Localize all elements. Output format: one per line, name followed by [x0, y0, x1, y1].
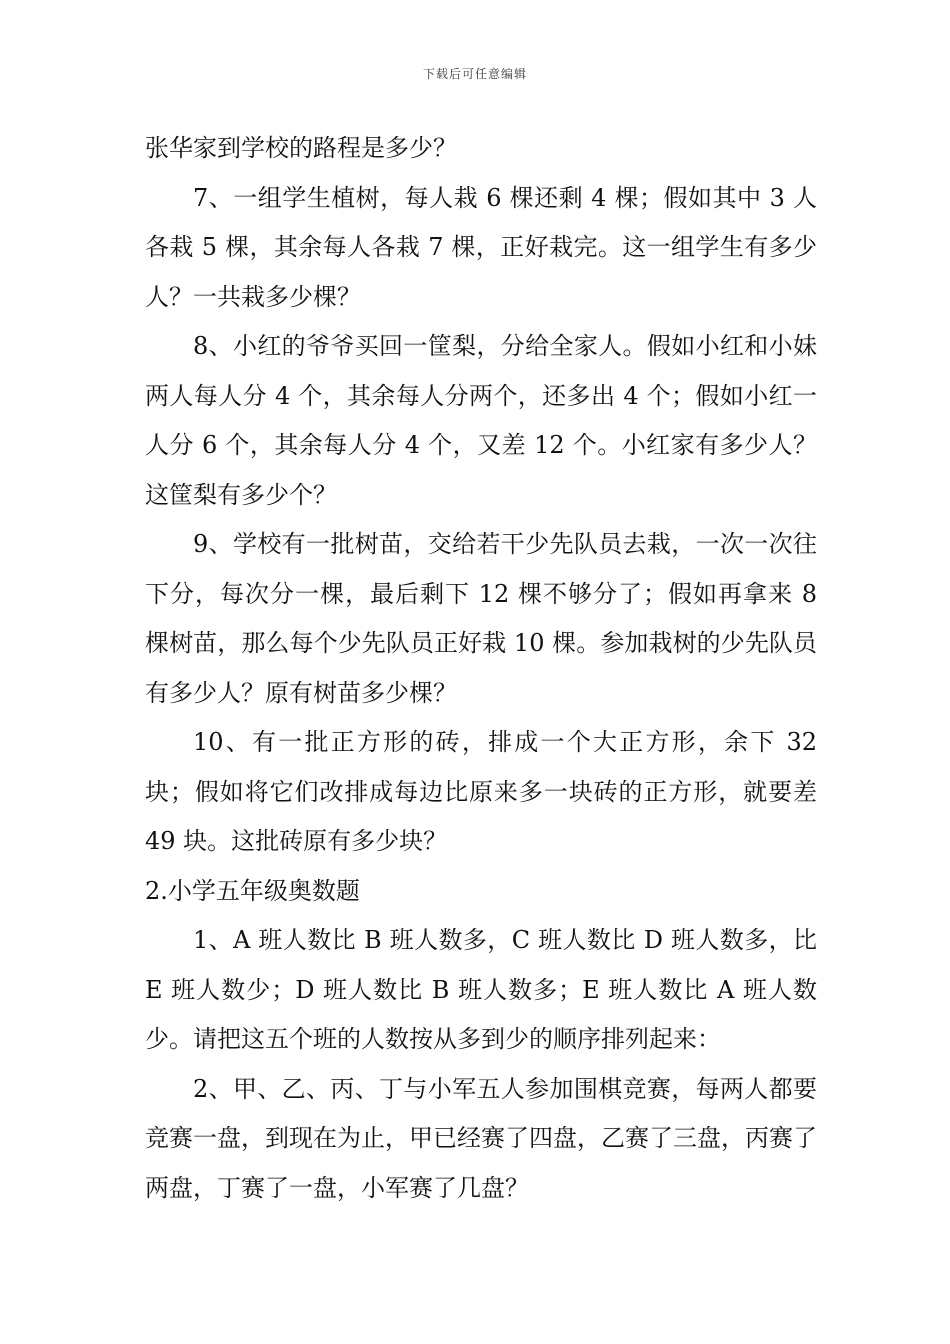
- paragraph-problem-10: 10、有一批正方形的砖，排成一个大正方形，余下 32 块；假如将它们改排成每边比原来多一块砖的正方形，就要差 49 块。这批砖原有多少块？: [145, 728, 817, 855]
- page-header-note: 下载后可任意编辑: [422, 67, 527, 81]
- paragraph-problem-8: 8、小红的爷爷买回一筐梨，分给全家人。假如小红和小妹两人每人分 4 个，其余每人分两个，还多出 4 个；假如小红一人分 6 个，其余每人分 4 个，又差 12 个。小红家有多少人？这筐梨有多少个？: [145, 332, 817, 509]
- section-heading: 2.小学五年级奥数题: [145, 876, 360, 905]
- paragraph-problem-1: 1、A 班人数比 B 班人数多，C 班人数比 D 班人数多，比 E 班人数少；D 班人数比 B 班人数多；E 班人数比 A 班人数少。请把这五个班的人数按从多到少的顺序排列起来：: [145, 926, 817, 1053]
- paragraph-problem-7: 7、一组学生植树，每人栽 6 棵还剩 4 棵；假如其中 3 人各栽 5 棵，其余每人各栽 7 棵，正好栽完。这一组学生有多少人？一共栽多少棵？: [145, 183, 817, 311]
- paragraph-route-question-end: 张华家到学校的路程是多少？: [145, 134, 457, 162]
- paragraph-problem-2: 2、甲、乙、丙、丁与小军五人参加围棋竞赛，每两人都要竞赛一盘，到现在为止，甲已经赛了四盘，乙赛了三盘，丙赛了两盘，丁赛了一盘，小军赛了几盘？: [145, 1074, 817, 1202]
- document-body: [145, 124, 817, 1213]
- paragraph-problem-9: 9、学校有一批树苗，交给若干少先队员去栽，一次一次往下分，每次分一棵，最后剩下 12 棵不够分了；假如再拿来 8 棵树苗，那么每个少先队员正好栽 10 棵。参加栽树的少先队员有多少人？原有树苗多少棵？: [145, 530, 817, 707]
